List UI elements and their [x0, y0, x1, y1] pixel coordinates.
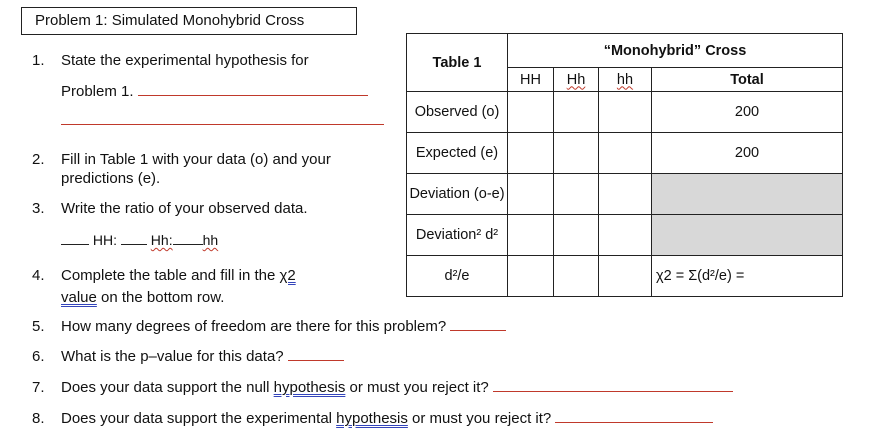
q8-text-a: Does your data support the experimental: [61, 410, 337, 427]
header-hh3: hh: [599, 68, 652, 92]
cell-deviation-hh[interactable]: [508, 174, 554, 215]
cell-devsq-hh3[interactable]: [599, 215, 652, 256]
cell-d2e-hh[interactable]: [508, 256, 554, 297]
q1-text-line2: [61, 83, 368, 101]
ratio-label-hh: HH:: [92, 232, 118, 248]
q2-text: Fill in Table 1 with your data (o) and your: [61, 151, 331, 168]
q1-answer-line-2-wrap: [61, 112, 384, 130]
row-label-deviation: Deviation (o-e): [407, 174, 508, 215]
q8-number: 8.: [32, 410, 45, 427]
ratio-blank-hh3[interactable]: [173, 243, 203, 245]
row-label-observed: Observed (o): [407, 92, 508, 133]
q1-answer-line-2[interactable]: [61, 123, 384, 125]
q8-hypothesis-word: hypothesis: [336, 410, 408, 427]
q1-number: 1.: [32, 52, 45, 69]
cell-expected-hh2[interactable]: [554, 133, 599, 174]
q7-answer-line[interactable]: [493, 390, 733, 392]
q4-value-word: value: [61, 289, 97, 306]
q2-number: 2.: [32, 151, 45, 168]
cell-deviation-hh3[interactable]: [599, 174, 652, 215]
cell-d2e-hh3[interactable]: [599, 256, 652, 297]
q5-text: [61, 318, 506, 336]
q6-answer-line[interactable]: [288, 359, 344, 361]
q8-answer-line[interactable]: [555, 421, 713, 423]
q3-number: 3.: [32, 200, 45, 217]
q4-text-b: on the bottom row.: [96, 289, 225, 306]
cell-expected-hh3[interactable]: [599, 133, 652, 174]
q7-text-a: Does your data support the null: [61, 379, 274, 396]
row-label-deviation-squared: Deviation² d²: [407, 215, 508, 256]
q5-answer-line[interactable]: [450, 329, 506, 331]
q4-text-a: Complete the table and fill in the: [61, 267, 280, 284]
header-total: Total: [652, 68, 843, 92]
q3-text: Write the ratio of your observed data.: [61, 200, 308, 217]
q7-hypothesis-word: hypothesis: [273, 379, 346, 396]
cell-observed-hh2[interactable]: [554, 92, 599, 133]
row-label-expected: Expected (e): [407, 133, 508, 174]
q3-ratio: [61, 231, 218, 249]
cell-expected-total: 200: [652, 133, 843, 174]
q5-number: 5.: [32, 318, 45, 335]
cell-devsq-hh2[interactable]: [554, 215, 599, 256]
q1-text: State the experimental hypothesis for: [61, 52, 309, 69]
cell-observed-total: 200: [652, 92, 843, 133]
q4-text-line2: [61, 289, 224, 307]
q5-prompt: How many degrees of freedom are there for this problem?: [61, 318, 447, 335]
q7-text-c: or must you reject it?: [345, 379, 489, 396]
q8-text-c: or must you reject it?: [407, 410, 552, 427]
q6-number: 6.: [32, 348, 45, 365]
cell-chi-square-sum[interactable]: χ2 = Σ(d²/e) =: [652, 256, 843, 297]
ratio-label-hh2: Hh:: [150, 232, 173, 248]
problem-title: Problem 1: Simulated Monohybrid Cross: [21, 7, 357, 35]
cell-deviation-total: [652, 174, 843, 215]
cross-title: “Monohybrid” Cross: [508, 34, 843, 68]
q7-number: 7.: [32, 379, 45, 396]
q4-text: [61, 267, 401, 285]
q2-text-line2: predictions (e).: [61, 170, 161, 187]
cell-expected-hh[interactable]: [508, 133, 554, 174]
cell-devsq-hh[interactable]: [508, 215, 554, 256]
ratio-blank-hh2[interactable]: [121, 243, 147, 245]
q1-answer-line[interactable]: [138, 94, 368, 96]
row-label-d2e: d²/e: [407, 256, 508, 297]
cell-observed-hh[interactable]: [508, 92, 554, 133]
header-hh2: Hh: [554, 68, 599, 92]
cell-observed-hh3[interactable]: [599, 92, 652, 133]
ratio-label-hh3: hh: [202, 232, 219, 248]
q6-prompt: What is the p–value for this data?: [61, 348, 284, 365]
table-label: Table 1: [407, 34, 508, 92]
ratio-blank-hh[interactable]: [61, 243, 89, 245]
q8-text: [61, 410, 713, 428]
q6-text: [61, 348, 344, 366]
cell-deviation-hh2[interactable]: [554, 174, 599, 215]
cell-d2e-hh2[interactable]: [554, 256, 599, 297]
q7-text: [61, 379, 733, 397]
q4-number: 4.: [32, 267, 45, 284]
header-hh: HH: [508, 68, 554, 92]
cell-devsq-total: [652, 215, 843, 256]
q1-line2-text: Problem 1.: [61, 83, 134, 100]
monohybrid-table: [406, 33, 843, 297]
chi-square-symbol: χ2: [279, 267, 296, 284]
